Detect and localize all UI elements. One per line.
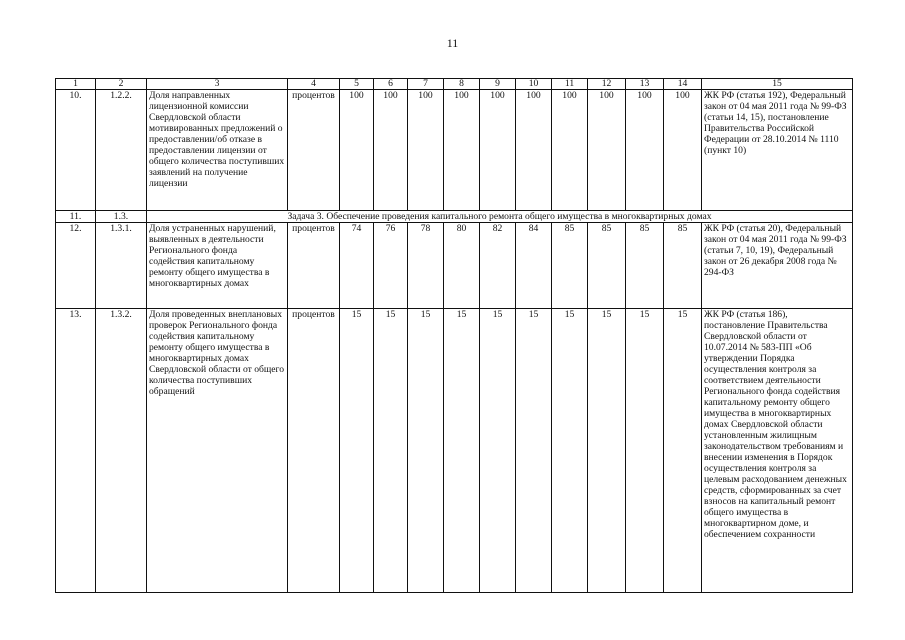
row-number: 12. bbox=[56, 223, 96, 309]
column-header: 5 bbox=[340, 79, 374, 90]
indicators-table bbox=[55, 78, 853, 593]
value-cell: 78 bbox=[408, 223, 444, 309]
unit-cell: процентов bbox=[288, 223, 340, 309]
value-cell: 100 bbox=[408, 90, 444, 211]
value-cell: 85 bbox=[626, 223, 664, 309]
column-header: 12 bbox=[588, 79, 626, 90]
column-header: 7 bbox=[408, 79, 444, 90]
value-cell: 85 bbox=[664, 223, 702, 309]
value-cell: 100 bbox=[444, 90, 480, 211]
page-number: 11 bbox=[446, 36, 459, 50]
row-code: 1.3.2. bbox=[96, 309, 147, 593]
value-cell: 74 bbox=[340, 223, 374, 309]
row-number: 11. bbox=[56, 211, 96, 223]
source-cell: ЖК РФ (статья 192), Федеральный закон от 04 мая 2011 года № 99-ФЗ (статьи 14, 15), постановление Правительства Российской Федерации от 28.10.2014 № 1110 (пункт 10) bbox=[702, 90, 853, 211]
value-cell: 15 bbox=[408, 309, 444, 593]
value-cell: 100 bbox=[374, 90, 408, 211]
value-cell: 85 bbox=[588, 223, 626, 309]
column-header: 14 bbox=[664, 79, 702, 90]
task-row bbox=[56, 211, 853, 223]
table-header-row bbox=[56, 79, 853, 90]
value-cell: 100 bbox=[588, 90, 626, 211]
table-row bbox=[56, 223, 853, 309]
value-cell: 85 bbox=[552, 223, 588, 309]
row-code: 1.3.1. bbox=[96, 223, 147, 309]
task-title: Задача 3. Обеспечение проведения капитального ремонта общего имущества в многоквартирных домах bbox=[147, 211, 853, 223]
column-header: 2 bbox=[96, 79, 147, 90]
unit-cell: процентов bbox=[288, 90, 340, 211]
value-cell: 100 bbox=[516, 90, 552, 211]
value-cell: 15 bbox=[516, 309, 552, 593]
column-header: 6 bbox=[374, 79, 408, 90]
unit-cell: процентов bbox=[288, 309, 340, 593]
row-code: 1.3. bbox=[96, 211, 147, 223]
value-cell: 15 bbox=[444, 309, 480, 593]
value-cell: 15 bbox=[480, 309, 516, 593]
table-row bbox=[56, 90, 853, 211]
value-cell: 100 bbox=[480, 90, 516, 211]
column-header: 15 bbox=[702, 79, 853, 90]
row-code: 1.2.2. bbox=[96, 90, 147, 211]
value-cell: 82 bbox=[480, 223, 516, 309]
column-header: 10 bbox=[516, 79, 552, 90]
value-cell: 15 bbox=[374, 309, 408, 593]
value-cell: 100 bbox=[340, 90, 374, 211]
value-cell: 15 bbox=[552, 309, 588, 593]
indicator-description: Доля проведенных внеплановых проверок Регионального фонда содействия капитальному ремонту общего имущества в многоквартирных домах Свердловской области от общего количества поступивших обращений bbox=[147, 309, 288, 593]
column-header: 8 bbox=[444, 79, 480, 90]
value-cell: 15 bbox=[588, 309, 626, 593]
column-header: 9 bbox=[480, 79, 516, 90]
column-header: 13 bbox=[626, 79, 664, 90]
value-cell: 100 bbox=[664, 90, 702, 211]
value-cell: 76 bbox=[374, 223, 408, 309]
column-header: 1 bbox=[56, 79, 96, 90]
indicator-description: Доля устраненных нарушений, выявленных в деятельности Регионального фонда содействия капитальному ремонту общего имущества в многоквартирных домах bbox=[147, 223, 288, 309]
source-cell: ЖК РФ (статья 186), постановление Правительства Свердловской области от 10.07.2014 № 583-ПП «Об утверждении Порядка осуществления контроля за соответствием деятельности Регионального фонда содействия капитальному ремонту общего имущества в многоквартирных домах Свердловской области установленным жилищным законодательством требованиям и внесении изменения в Порядок осуществления контроля за целевым расходованием денежных средств, сформированных за счет взносов на капитальный ремонт общего имущества в многоквартирном доме, и обеспечением сохранности bbox=[702, 309, 853, 593]
value-cell: 15 bbox=[626, 309, 664, 593]
value-cell: 80 bbox=[444, 223, 480, 309]
value-cell: 84 bbox=[516, 223, 552, 309]
indicator-description: Доля направленных лицензионной комиссии Свердловской области мотивированных предложений о предоставлении/об отказе в предоставлении лицензии от общего количества поступивших заявлений на получение лицензии bbox=[147, 90, 288, 211]
column-header: 11 bbox=[552, 79, 588, 90]
value-cell: 100 bbox=[552, 90, 588, 211]
table-row bbox=[56, 309, 853, 593]
row-number: 10. bbox=[56, 90, 96, 211]
column-header: 3 bbox=[147, 79, 288, 90]
value-cell: 100 bbox=[626, 90, 664, 211]
value-cell: 15 bbox=[340, 309, 374, 593]
row-number: 13. bbox=[56, 309, 96, 593]
source-cell: ЖК РФ (статья 20), Федеральный закон от 04 мая 2011 года № 99-ФЗ (статьи 7, 10, 19), Федеральный закон от 26 декабря 2008 года № 294-ФЗ bbox=[702, 223, 853, 309]
column-header: 4 bbox=[288, 79, 340, 90]
value-cell: 15 bbox=[664, 309, 702, 593]
